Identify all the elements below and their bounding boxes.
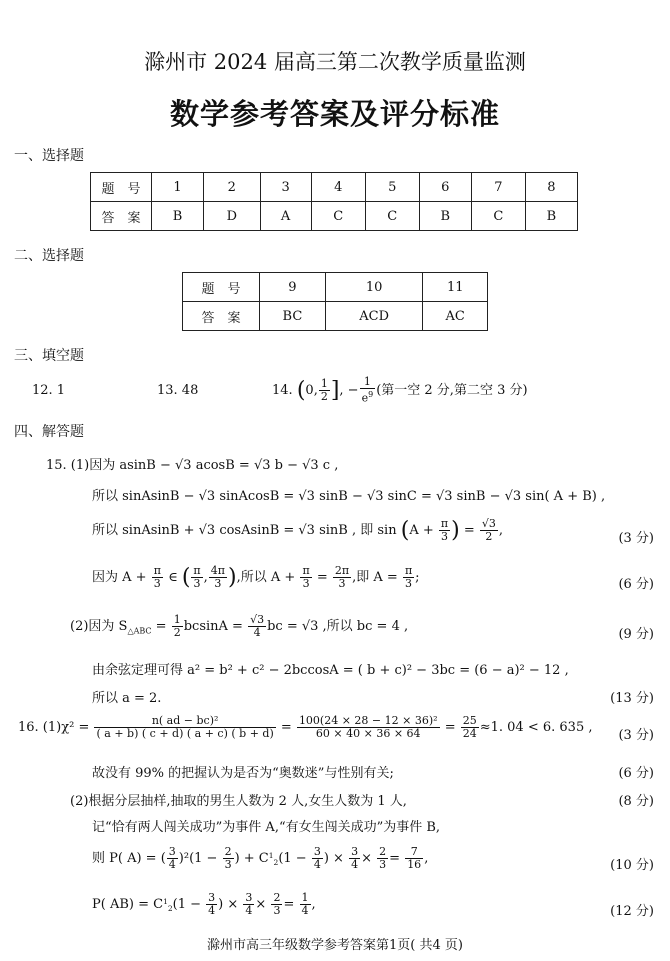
fraction <box>461 715 479 740</box>
score-mark: (10 分) <box>610 858 654 873</box>
table-row-label: 答 案 <box>91 202 152 231</box>
table-cell: AC <box>423 302 488 331</box>
fraction: $\frac{√3}{2}$ <box>481 517 496 543</box>
table-cell: A <box>260 202 311 231</box>
fill-answer-12: 12. 1 <box>32 383 66 398</box>
fraction-numerator: 25 <box>462 714 477 727</box>
table-cell: 4 <box>311 173 365 202</box>
q16-line6-text: = <box>283 897 295 912</box>
q15-line6: 由余弦定理可得 a² = b² + c² − 2bccosA = ( b + c)² − 3bc = (6 − a)² − 12 , <box>92 663 569 678</box>
score-mark: (9 分) <box>618 627 654 642</box>
fraction: $\frac{1}{2}$ <box>173 613 181 639</box>
table-cell: B <box>525 202 577 231</box>
table-cell: 6 <box>419 173 471 202</box>
q15-line4-text: ∈ <box>168 570 178 585</box>
q15-line1: 15. (1)因为 asinB − √3 acosB = √3 b − √3 c , <box>46 458 339 473</box>
q15-line4-text: ,即 A = <box>352 570 398 585</box>
document-subtitle: 数学参考答案及评分标准 <box>169 97 500 131</box>
q15-line3-text: , <box>498 523 504 538</box>
q16-line6-text: × <box>255 897 267 912</box>
fraction <box>297 715 440 740</box>
fraction: $\frac{3}{4}$ <box>313 845 321 871</box>
table-cell: B <box>152 202 204 231</box>
table-row <box>91 173 578 202</box>
score-mark: (3 分) <box>618 531 654 546</box>
fraction: $\frac{2\pi}{3}$ <box>334 564 350 590</box>
table-cell: 10 <box>325 273 423 302</box>
table-row <box>91 202 578 231</box>
q16-line5-text: = <box>389 851 401 866</box>
q16-line2: 故没有 99% 的把握认为是否为“奥数迷”与性别有关; <box>92 766 394 781</box>
q15-line5-subscript: △ABC <box>127 626 152 636</box>
q16-line3: (2)根据分层抽样,抽取的男生人数为 2 人,女生人数为 1 人, <box>70 794 407 809</box>
fraction-denominator: 24 <box>462 727 477 740</box>
fraction-numerator: n( ad − bc)² <box>94 715 275 728</box>
q14-label: 14. <box>272 382 293 398</box>
table-row-label: 题 号 <box>183 273 260 302</box>
table-cell: 2 <box>204 173 260 202</box>
fraction-numerator: 100(24 × 28 − 12 × 36)² <box>298 714 438 727</box>
q15-line4: 因为 A + $\frac{\pi}{3}$ ∈ ( $\frac{\pi}{3}$ , $\frac{4\pi}{3}$ ),所以 A + $\frac{\pi}{3}$ = $\frac{2\pi}{3}$ ,即 A = $\frac{\pi}{3}$ ; <box>92 564 420 590</box>
q16-line5-text: ) × <box>323 851 344 866</box>
q16-line6-text: (1 − <box>172 897 202 912</box>
fraction: $\frac{√3}{4}$ <box>250 613 265 639</box>
fraction: $\frac{1}{4}$ <box>301 891 309 917</box>
fraction: $\frac{\pi}{3}$ <box>404 564 413 590</box>
q15-line3-text: = <box>463 523 475 538</box>
score-mark: (6 分) <box>618 577 654 592</box>
fraction: $\frac{3}{4}$ <box>208 891 216 917</box>
fraction <box>94 715 275 740</box>
table-cell: 9 <box>260 273 326 302</box>
answer-table-2 <box>182 272 488 331</box>
section3-heading: 三、填空题 <box>14 348 84 364</box>
table-cell: ACD <box>325 302 423 331</box>
q15-line3-text: 所以 sinAsinB + √3 cosAsinB = √3 sinB , 即 sin <box>92 523 397 538</box>
fill-answer-13: 13. 48 <box>157 383 199 398</box>
table-cell: C <box>311 202 365 231</box>
fraction: $\frac{2}{3}$ <box>379 845 387 871</box>
fraction: $\frac{1}{e^9}$ <box>361 375 374 405</box>
score-mark: (8 分) <box>618 794 654 809</box>
fraction-denominator: ( a + b) ( c + d) ( a + c) ( b + d) <box>96 727 274 740</box>
fraction: $\frac{3}{4}$ <box>245 891 253 917</box>
q16-line5-text: (1 − <box>278 851 307 866</box>
q15-line5-text: bc = √3 ,所以 bc = 4 , <box>267 619 409 634</box>
table-row-label: 答 案 <box>183 302 260 331</box>
table-cell: 1 <box>152 173 204 202</box>
q16-line6-text: ) × <box>218 897 239 912</box>
table-row <box>183 273 488 302</box>
table-cell: D <box>204 202 260 231</box>
fraction: $\frac{1}{2}$ <box>320 376 328 403</box>
table-cell: 5 <box>365 173 419 202</box>
q16-line1-text: ≈1. 04 < 6. 635 , <box>479 720 593 735</box>
q16-line6: P( $AB) = C^1_2(1$ − $\frac{3}{4}$ ) × $\frac{3}{4}$ × $\frac{2}{3}$ = $\frac{1}{4}$ , <box>92 891 316 917</box>
fraction-denominator: 60 × 40 × 36 × 64 <box>315 727 421 740</box>
fraction: $\frac{\pi}{3}$ <box>302 564 310 590</box>
table-row <box>183 302 488 331</box>
q15-line5-text: (2)因为 S <box>70 619 128 634</box>
q15-line4-text: 因为 A + <box>92 570 147 585</box>
page-footer: 滁州市高三年级数学参考答案第1页( 共4 页) <box>207 938 463 953</box>
q15-line4-text: ; <box>415 570 420 585</box>
table-cell: 8 <box>525 173 577 202</box>
q16-line5-text: ) + C <box>234 851 269 866</box>
score-mark: (6 分) <box>618 766 654 781</box>
q16-line6-text: P( AB) = C <box>92 897 164 912</box>
score-mark: (3 分) <box>618 728 654 743</box>
fraction: $\frac{\pi}{3}$ <box>440 517 449 543</box>
q14-score-note: (第一空 2 分,第二空 3 分) <box>376 382 528 398</box>
fraction: $\frac{2}{3}$ <box>273 891 281 917</box>
fraction: $\frac{4\pi}{3}$ <box>210 564 226 590</box>
table-cell: C <box>471 202 525 231</box>
q16-line5-text: × <box>361 851 372 866</box>
score-mark: (13 分) <box>610 691 654 706</box>
section1-heading: 一、选择题 <box>14 148 84 164</box>
table-row-label: 题 号 <box>91 173 152 202</box>
q16-line5-text: 则 P( A) = ( <box>92 851 166 866</box>
q16-line1 <box>18 715 592 740</box>
fill-answer-14: 14. (0, $\frac{1}{2}$ ], − $\frac{1}{e^9}$ (第一空 2 分,第二空 3 分) <box>272 375 528 405</box>
q15-line3: 所以 sinAsinB + √3 cosAsinB = √3 sinB , 即 sin (A + $\frac{\pi}{3}$ ) = $\frac{√3}{2}$ , <box>92 517 504 543</box>
table-cell: C <box>365 202 419 231</box>
fraction: $\frac{3}{4}$ <box>168 845 176 871</box>
q15-line4-text: = <box>316 570 328 585</box>
q16-line1-text: = <box>280 720 292 735</box>
section4-heading: 四、解答题 <box>14 424 84 440</box>
q16-line5-text: )²(1 − <box>178 851 218 866</box>
table-cell: B <box>419 202 471 231</box>
table-cell: 11 <box>423 273 488 302</box>
table-cell: BC <box>260 302 326 331</box>
section2-heading: 二、选择题 <box>14 248 84 264</box>
fraction: $\frac{7}{16}$ <box>407 845 422 871</box>
q15-line5-text: = <box>155 619 167 634</box>
q15-line5 <box>70 614 408 639</box>
document-title: 滁州市 2024 届高三第二次教学质量监测 <box>144 50 526 74</box>
q15-line7: 所以 a = 2. <box>92 691 162 706</box>
answer-table-1 <box>90 172 578 231</box>
score-mark: (12 分) <box>610 904 654 919</box>
fraction: $\frac{\pi}{3}$ <box>193 564 201 590</box>
q16-line5: 则 P( A) = ( $\frac{3}{4}$ )²(1 − $\frac{2}{3}$ ) + $C^1_2(1$ − $\frac{3}{4}$ ) × $\frac{3}{4}$ × $\frac{2}{3}$ = $\frac{7}{16}$ , <box>92 845 429 871</box>
q15-line3-text: A + <box>409 523 434 538</box>
q16-line1-text: 16. (1)χ² = <box>18 720 90 735</box>
q15-line4-text: ,所以 A + <box>236 570 296 585</box>
q15-line2: 所以 sinAsinB − √3 sinAcosB = √3 sinB − √3 sinC = √3 sinB − √3 sin( A + B) , <box>92 489 606 504</box>
q16-line4: 记“恰有两人闯关成功”为事件 A,“有女生闯关成功”为事件 B, <box>92 820 441 835</box>
q16-line1-text: = <box>444 720 456 735</box>
fraction: $\frac{2}{3}$ <box>224 845 232 871</box>
table-cell: 7 <box>471 173 525 202</box>
q16-line6-text: , <box>311 897 316 912</box>
fraction: $\frac{3}{4}$ <box>351 845 359 871</box>
q16-line5-text: , <box>424 851 429 866</box>
fraction: $\frac{\pi}{3}$ <box>153 564 161 590</box>
table-cell: 3 <box>260 173 311 202</box>
q15-line5-text: bcsinA = <box>183 619 243 634</box>
